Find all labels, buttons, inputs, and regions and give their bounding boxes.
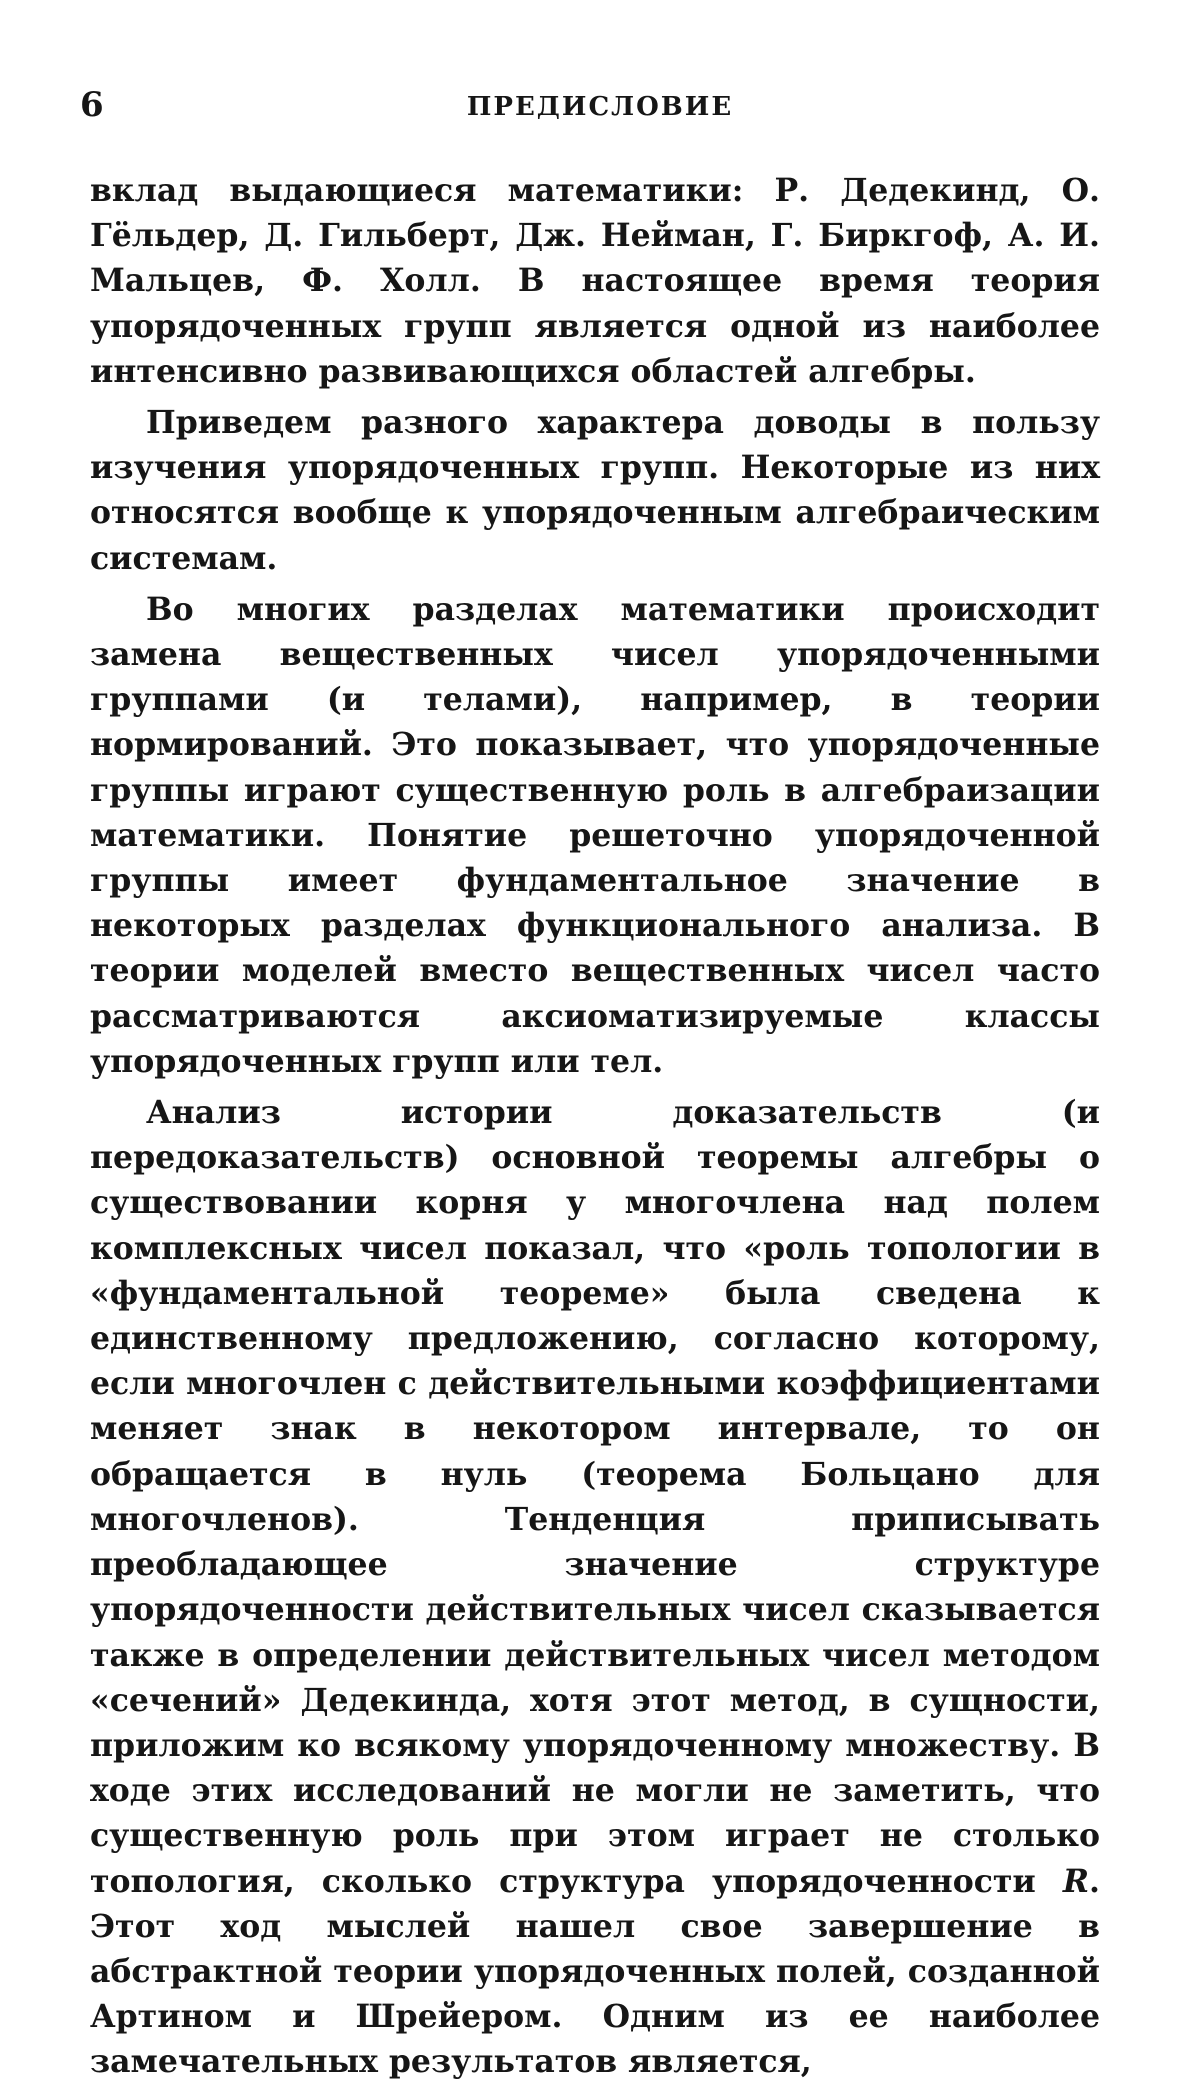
math-symbol-r: R [1062, 1862, 1090, 1900]
paragraph: Приведем разного характера доводы в пользу изучения упорядоченных групп. Некоторые из них относятся вообще к упорядоченным алгебраическим системам. [90, 404, 1100, 577]
page-number: 6 [80, 85, 104, 125]
paragraph-continuation: вклад выдающиеся математики: Р. Дедекинд, О. Гёльдер, Д. Гильберт, Дж. Нейман, Г. Биркгоф, А. И. Мальцев, Ф. Холл. В настоящее время теория упорядоченных групп является одной из наиболее интенсивно развивающихся областей алгебры. [90, 172, 1100, 390]
paragraph [90, 1090, 1100, 2084]
paragraph-text: . Этот ход мыслей нашел свое завершение в абстрактной теории упорядоченных полей, созданной Артином и Шрейером. Одним из ее наиболее замечательных результатов является, [90, 1862, 1100, 2081]
paragraph: Во многих разделах математики происходит замена вещественных чисел упорядоченными группами (и телами), например, в теории нормирований. Это показывает, что упорядоченные группы играют существенную роль в алгебраизации математики. Понятие решеточно упорядоченной группы имеет фундаментальное значение в некоторых разделах функционального анализа. В теории моделей вместо вещественных чисел часто рассматриваются аксиоматизируемые классы упорядоченных групп или тел. [90, 590, 1100, 1080]
body-text [90, 168, 1100, 2085]
running-head: ПРЕДИСЛОВИЕ [466, 92, 734, 122]
page-header [80, 80, 1120, 130]
paragraph-text: Анализ истории доказательств (и передоказательств) основной теоремы алгебры о существовании корня у многочлена над полем комплексных чисел показал, что «роль топологии в «фундаментальной теореме» была сведена к единственному предложению, согласно которому, если многочлен с действительными коэффициентами меняет знак в некотором интервале, то он обращается в нуль (теорема Больцано для многочленов). Тенденция приписывать преобладающее значение структуре упорядоченности действительных чисел сказывается также в определении действительных чисел методом «сечений» Дедекинда, хотя этот метод, в сущности, приложим ко всякому упорядоченному множеству. В ходе этих исследований не могли не заметить, что существенную роль при этом играет не столько топология, сколько структура упорядоченности [90, 1094, 1100, 1900]
